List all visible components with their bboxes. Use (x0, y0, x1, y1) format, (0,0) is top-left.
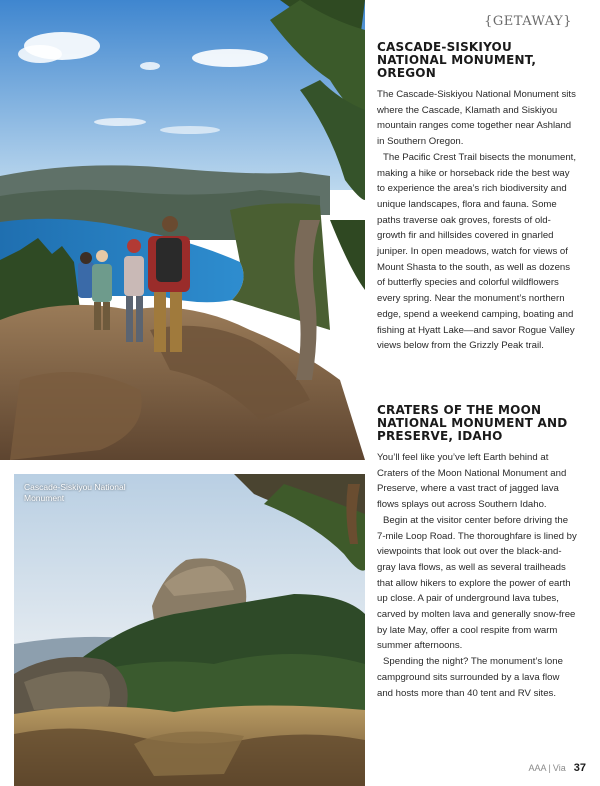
article-paragraph: Begin at the visitor center before driving the 7-mile Loop Road. The thoroughfare is lined by viewpoints that look out over the black-and-gray lava flows, as well as several trailheads that allow hikers to explore the power of earth up close. A pair of underground lava tubes, carved by molten lava and generally snow-free by late May, offer a cool respite from warm summer afternoons. (377, 514, 577, 652)
article-cascade-siskiyou (377, 41, 577, 354)
article-title: CASCADE-SISKIYOU NATIONAL MONUMENT, OREGON (377, 40, 537, 80)
photo-cascade-siskiyou-peak (14, 474, 365, 786)
photo-hikers-overlook (0, 0, 365, 460)
footer-separator: | (548, 763, 551, 773)
article-title: CRATERS OF THE MOON NATIONAL MONUMENT AND PRESERVE, IDAHO (377, 403, 568, 443)
article-paragraph: You’ll feel like you’ve left Earth behind at Craters of the Moon National Monument and Preserve, where a vast tract of jagged lava flows splays out across Southern Idaho. (377, 452, 567, 511)
footer-brand-via: Via (552, 763, 566, 773)
article-craters-of-the-moon (377, 404, 577, 701)
page-footer (529, 762, 586, 774)
section-tag: {GETAWAY} (484, 14, 572, 29)
page-number: 37 (573, 762, 586, 774)
article-paragraph: Spending the night? The monument’s lone campground sits surrounded by a lava flow and hosts more than 40 tent and RV sites. (377, 656, 563, 699)
article-paragraph: The Cascade-Siskiyou National Monument sits where the Cascade, Klamath and Siskiyou mountain ranges come together near Ashland in Southern Oregon. (377, 89, 576, 148)
photo-caption: Cascade-Siskiyou National Monument (24, 482, 126, 503)
article-paragraph: The Pacific Crest Trail bisects the monument, making a hike or horseback ride the best way to experience the area’s rich biodiversity and unique landscapes, flora and fauna. Some paths traverse oak groves, forests of old-growth fir and hillsides covered in gnarled juniper. In open meadows, watch for views of Mount Shasta to the south, as well as dozens of butterfly species and colorful wildflowers every spring. Near the monument’s northern edge, spend a weekend camping, boating and fishing at Hyatt Lake—and savor Rogue Valley views below from the Grizzly Peak trail. (377, 151, 577, 352)
footer-brand-aaa: AAA (528, 763, 547, 773)
